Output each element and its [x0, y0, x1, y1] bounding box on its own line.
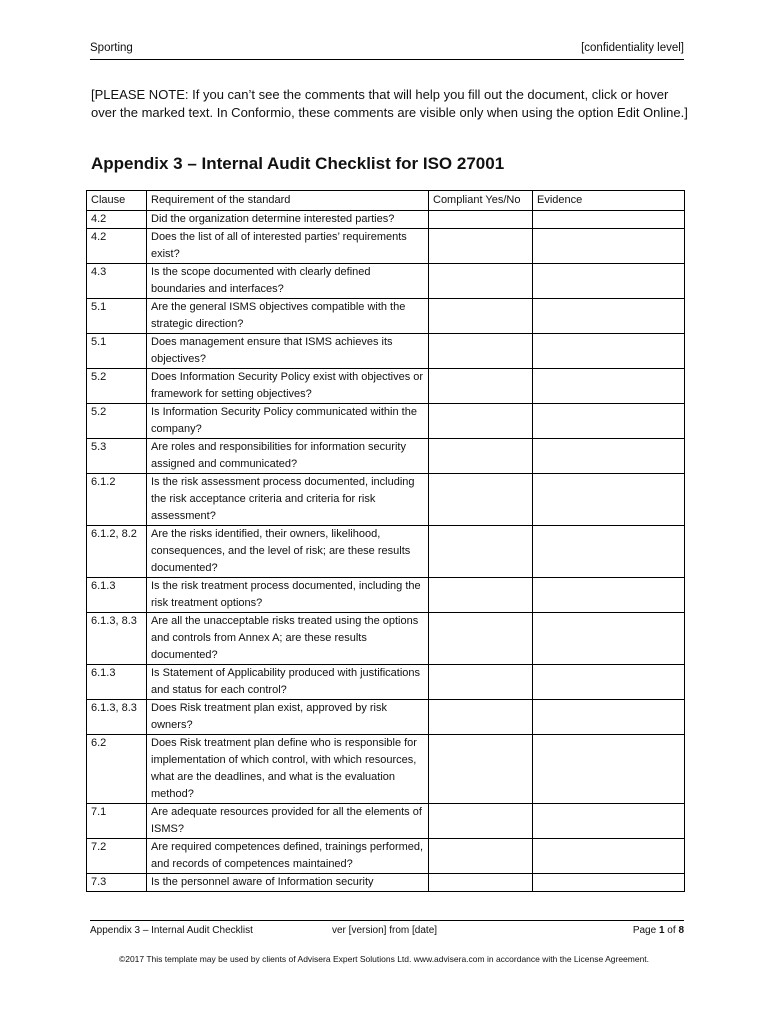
- document-title: Appendix 3 – Internal Audit Checklist for ISO 27001: [91, 154, 505, 173]
- evidence-cell[interactable]: [533, 665, 685, 700]
- clause-cell: 5.1: [87, 299, 147, 334]
- compliant-cell[interactable]: [429, 735, 533, 804]
- requirement-cell: Is Information Security Policy communicated within the company?: [147, 404, 429, 439]
- page-total: 8: [678, 925, 684, 936]
- evidence-cell[interactable]: [533, 299, 685, 334]
- compliant-cell[interactable]: [429, 229, 533, 264]
- compliant-cell[interactable]: [429, 874, 533, 892]
- table-row: [87, 578, 685, 613]
- confidentiality-level: [confidentiality level]: [581, 42, 684, 54]
- compliant-cell[interactable]: [429, 264, 533, 299]
- requirement-cell: Are the risks identified, their owners, likelihood, consequences, and the level of risk; are these results documented?: [147, 526, 429, 578]
- clause-cell: 6.1.3: [87, 665, 147, 700]
- header-divider: [90, 59, 684, 60]
- compliant-cell[interactable]: [429, 613, 533, 665]
- table-row: [87, 735, 685, 804]
- column-header-compliant: Compliant Yes/No: [429, 191, 533, 211]
- evidence-cell[interactable]: [533, 613, 685, 665]
- table-row: [87, 404, 685, 439]
- requirement-cell: Does management ensure that ISMS achieves its objectives?: [147, 334, 429, 369]
- evidence-cell[interactable]: [533, 804, 685, 839]
- copyright-notice: ©2017 This template may be used by clients of Advisera Expert Solutions Ltd. www.advisera.com in accordance with the License Agreement.: [118, 954, 650, 964]
- evidence-cell[interactable]: [533, 839, 685, 874]
- table-header-row: [87, 191, 685, 211]
- page-number: [633, 925, 684, 936]
- audit-checklist-table: [86, 190, 685, 892]
- clause-cell: 4.2: [87, 229, 147, 264]
- requirement-cell: Is the risk assessment process documented, including the risk acceptance criteria and criteria for risk assessment?: [147, 474, 429, 526]
- page-of: of: [664, 925, 679, 936]
- clause-cell: 6.1.3: [87, 578, 147, 613]
- clause-cell: 7.3: [87, 874, 147, 892]
- compliant-cell[interactable]: [429, 334, 533, 369]
- page-current: 1: [658, 925, 665, 936]
- requirement-cell: Does Information Security Policy exist with objectives or framework for setting objectives?: [147, 369, 429, 404]
- requirement-cell: Is the personnel aware of Information security: [147, 874, 429, 892]
- requirement-cell: Are all the unacceptable risks treated using the options and controls from Annex A; are these results documented?: [147, 613, 429, 665]
- footer-divider: [90, 920, 684, 921]
- evidence-cell[interactable]: [533, 700, 685, 735]
- evidence-cell[interactable]: [533, 735, 685, 804]
- requirement-cell: Are the general ISMS objectives compatible with the strategic direction?: [147, 299, 429, 334]
- compliant-cell[interactable]: [429, 369, 533, 404]
- clause-cell: 6.1.2, 8.2: [87, 526, 147, 578]
- compliant-cell[interactable]: [429, 404, 533, 439]
- evidence-cell[interactable]: [533, 264, 685, 299]
- company-name: Sporting: [90, 42, 133, 54]
- compliant-cell[interactable]: [429, 299, 533, 334]
- requirement-cell: Does Risk treatment plan define who is responsible for implementation of which control, with which resources, what are the deadlines, and what is the evaluation method?: [147, 735, 429, 804]
- requirement-cell: Are roles and responsibilities for information security assigned and communicated?: [147, 439, 429, 474]
- column-header-evidence: Evidence: [533, 191, 685, 211]
- compliant-cell[interactable]: [429, 474, 533, 526]
- column-header-clause: Clause: [87, 191, 147, 211]
- table-row: [87, 264, 685, 299]
- clause-cell: 4.2: [87, 211, 147, 229]
- clause-cell: 4.3: [87, 264, 147, 299]
- evidence-cell[interactable]: [533, 474, 685, 526]
- evidence-cell[interactable]: [533, 404, 685, 439]
- footer-version: ver [version] from [date]: [332, 925, 438, 936]
- clause-cell: 6.1.2: [87, 474, 147, 526]
- compliant-cell[interactable]: [429, 526, 533, 578]
- evidence-cell[interactable]: [533, 229, 685, 264]
- requirement-cell: Is Statement of Applicability produced with justifications and status for each control?: [147, 665, 429, 700]
- table-row: [87, 369, 685, 404]
- evidence-cell[interactable]: [533, 439, 685, 474]
- table-row: [87, 334, 685, 369]
- requirement-cell: Does Risk treatment plan exist, approved by risk owners?: [147, 700, 429, 735]
- clause-cell: 7.2: [87, 839, 147, 874]
- evidence-cell[interactable]: [533, 211, 685, 229]
- table-row: [87, 613, 685, 665]
- table-row: [87, 211, 685, 229]
- requirement-cell: Are adequate resources provided for all the elements of ISMS?: [147, 804, 429, 839]
- clause-cell: 5.2: [87, 404, 147, 439]
- clause-cell: 7.1: [87, 804, 147, 839]
- compliant-cell[interactable]: [429, 578, 533, 613]
- evidence-cell[interactable]: [533, 874, 685, 892]
- clause-cell: 6.2: [87, 735, 147, 804]
- compliant-cell[interactable]: [429, 700, 533, 735]
- clause-cell: 6.1.3, 8.3: [87, 700, 147, 735]
- table-row: [87, 526, 685, 578]
- table-row: [87, 439, 685, 474]
- compliant-cell[interactable]: [429, 439, 533, 474]
- requirement-cell: Is the risk treatment process documented, including the risk treatment options?: [147, 578, 429, 613]
- footer-document-name: Appendix 3 – Internal Audit Checklist: [90, 925, 253, 936]
- table-row: [87, 839, 685, 874]
- table-row: [87, 299, 685, 334]
- evidence-cell[interactable]: [533, 578, 685, 613]
- page-prefix: Page: [632, 925, 659, 936]
- requirement-cell: Is the scope documented with clearly defined boundaries and interfaces?: [147, 264, 429, 299]
- compliant-cell[interactable]: [429, 839, 533, 874]
- evidence-cell[interactable]: [533, 334, 685, 369]
- table-row: [87, 229, 685, 264]
- requirement-cell: Does the list of all of interested parties’ requirements exist?: [147, 229, 429, 264]
- table-row: [87, 804, 685, 839]
- compliant-cell[interactable]: [429, 804, 533, 839]
- requirement-cell: Are required competences defined, trainings performed, and records of competences maintained?: [147, 839, 429, 874]
- evidence-cell[interactable]: [533, 526, 685, 578]
- evidence-cell[interactable]: [533, 369, 685, 404]
- table-row: [87, 474, 685, 526]
- table-row: [87, 700, 685, 735]
- clause-cell: 5.2: [87, 369, 147, 404]
- column-header-requirement: Requirement of the standard: [147, 191, 429, 211]
- table-row: [87, 874, 685, 892]
- table-row: [87, 665, 685, 700]
- compliant-cell[interactable]: [429, 211, 533, 229]
- requirement-cell: Did the organization determine interested parties?: [147, 211, 429, 229]
- compliant-cell[interactable]: [429, 665, 533, 700]
- clause-cell: 5.1: [87, 334, 147, 369]
- clause-cell: 6.1.3, 8.3: [87, 613, 147, 665]
- page-header: [90, 42, 684, 54]
- clause-cell: 5.3: [87, 439, 147, 474]
- instruction-note: [PLEASE NOTE: If you can’t see the comments that will help you fill out the document, click or hover over the marked text. In Conformio, these comments are visible only when using the option Edit Online.]: [91, 87, 688, 120]
